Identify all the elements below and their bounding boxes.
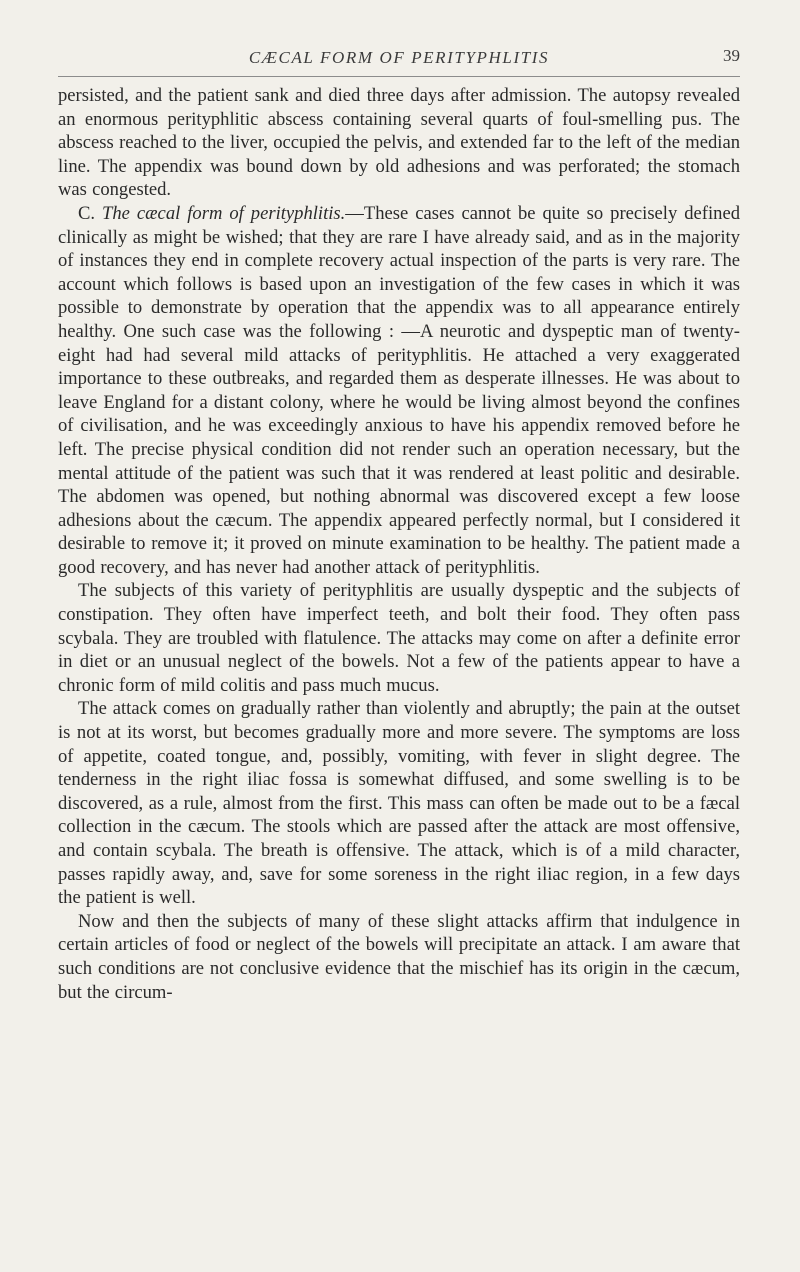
section-heading: The cæcal form of perityphlitis. bbox=[102, 202, 346, 224]
header-rule bbox=[58, 76, 740, 77]
section-label: C. bbox=[78, 202, 96, 224]
paragraph-attack: The attack comes on gradually rather than violently and abruptly; the pain at the outset is not at its worst, but becomes gradually more and more severe. The symptoms are loss of appetite, coated tongue, and, possibly, vomiting, with fever in slight degree. The tenderness in the right iliac fossa is somewhat diffused, and some swelling is to be discovered, as a rule, almost from the first. This mass can often be made out to be a fæcal collection in the cæcum. The stools which are passed after the attack are most offensive, and contain scybala. The breath is offensive. The attack, which is of a mild character, passes rapidly away, and, save for some soreness in the right iliac region, in a few days the patient is well. bbox=[58, 698, 740, 909]
paragraph-text: —These cases cannot be quite so precisely defined clinically as might be wished; that they are rare I have already said, and as in the majority of instances they end in complete recovery actual inspection of the parts is very rare. The account which follows is based upon an investigation of the few cases in which it was possible to demonstrate by operation that the appendix was to all appearance entirely healthy. One such case was the following : —A neurotic and dyspeptic man of twenty-eight had had several mild attacks of perityphlitis. He attached a very exaggerated importance to these outbreaks, and regarded them as desperate illnesses. He was about to leave England for a distant colony, where he would be living almost beyond the confines of civilisation, and he was exceedingly anxious to have his appendix removed before he left. The precise physical condition did not render such an operation necessary, but the mental attitude of the patient was such that it was rendered at least politic and desirable. The abdomen was opened, but nothing abnormal was discovered except a few loose adhesions about the cæcum. The appendix appeared perfectly normal, but I considered it desirable to remove it; it proved on minute examination to be healthy. The patient made a good recovery, and has never had another attack of perityphlitis. bbox=[58, 202, 740, 578]
paragraph-subjects: The subjects of this variety of perityphlitis are usually dyspeptic and the subjects of constipation. They often have imperfect teeth, and bolt their food. They often pass scybala. They are troubled with flatulence. The attacks may come on after a definite error in diet or an unusual neglect of the bowels. Not a few of the patients appear to have a chronic form of mild colitis and pass much mucus. bbox=[58, 580, 740, 696]
body-text bbox=[58, 84, 740, 1004]
paragraph-caecal-form bbox=[58, 202, 740, 580]
paragraph-indulgence: Now and then the subjects of many of these slight attacks affirm that indulgence in certain articles of food or neglect of the bowels will precipitate an attack. I am aware that such conditions are not conclusive evidence that the mischief has its origin in the cæcum, but the circum- bbox=[58, 910, 740, 1003]
running-title: CÆCAL FORM OF PERITYPHLITIS bbox=[248, 48, 550, 67]
page-number: 39 bbox=[723, 46, 740, 65]
running-head bbox=[58, 0, 740, 84]
paragraph-continuation: persisted, and the patient sank and died three days after admission. The autopsy revealed an enormous perityphlitic abscess containing several quarts of foul-smelling pus. The abscess reached to the liver, occupied the pelvis, and extended far to the left of the median line. The appendix was bound down by old adhesions and was perforated; the stomach was congested. bbox=[58, 85, 740, 201]
